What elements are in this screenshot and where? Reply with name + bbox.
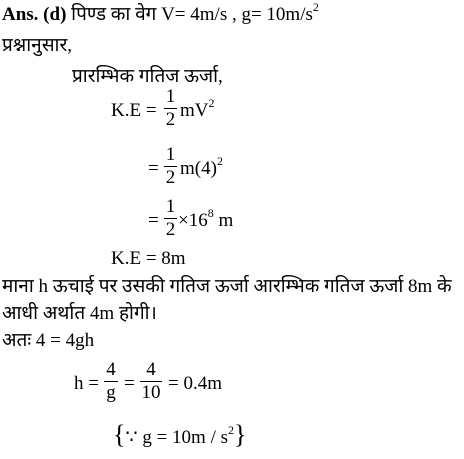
fraction-denominator: g [106,382,116,403]
fraction-half-3 [164,197,177,240]
answer-label: Ans. (d) [2,4,67,25]
given-values: पिण्ड का वेग V= 4m/s , g= 10m/s [71,4,313,25]
fraction-denominator: 10 [141,382,161,403]
paragraph-line-2: आधी अर्थात 4m होगी। [2,303,157,324]
eq3-unit: m [218,210,234,231]
eq1-rest [180,96,215,122]
given-values-exponent: 2 [312,0,319,14]
brace-close: } [234,420,247,449]
fraction-numerator: 4 [146,359,156,380]
fraction-numerator: 1 [165,144,176,165]
initial-kinetic-energy-label: प्रारम्भिक गतिज ऊर्जा, [72,66,223,87]
fraction-4-over-10 [140,360,162,403]
answer-header [2,0,319,26]
given-note [113,420,247,449]
eq1-term: mV [180,100,209,121]
eq2-term: m(4) [180,158,217,179]
h-equals: = [124,373,135,394]
brace-open: { [113,420,126,449]
fraction-half-1 [164,87,177,130]
fraction-denominator: 2 [165,219,176,240]
eq3-rest [178,206,234,232]
eq3-prefix: = [148,210,159,231]
fraction-denominator: 2 [165,167,176,188]
fraction-denominator: 2 [165,109,176,130]
eq3-term: ×16 [178,210,208,231]
fraction-numerator: 4 [106,359,116,380]
given-note-exponent: 2 [228,423,234,437]
ke-final: K.E = 8m [111,248,186,269]
eq3-exponent: 8 [207,206,214,220]
eq2-rest [180,154,223,180]
fraction-numerator: 1 [165,196,176,217]
ke-lhs: K.E = [111,100,157,121]
fraction-numerator: 1 [165,86,176,107]
according-to-question: प्रश्नानुसार, [2,35,72,56]
fraction-half-2 [164,145,177,188]
fraction-4-over-g [104,360,118,403]
h-result: = 0.4m [168,373,222,394]
eq2-exponent: 2 [216,154,223,168]
therefore-equation: अतः 4 = 4gh [2,330,95,351]
h-lhs: h = [74,373,99,394]
given-note-text: ∵ g = 10m / s [125,427,228,448]
eq2-prefix: = [148,158,159,179]
eq1-exponent: 2 [208,96,215,110]
paragraph-line-1: माना h ऊचाई पर उसकी गतिज ऊर्जा आरम्भिक गतिज ऊर्जा 8m के [2,276,452,297]
